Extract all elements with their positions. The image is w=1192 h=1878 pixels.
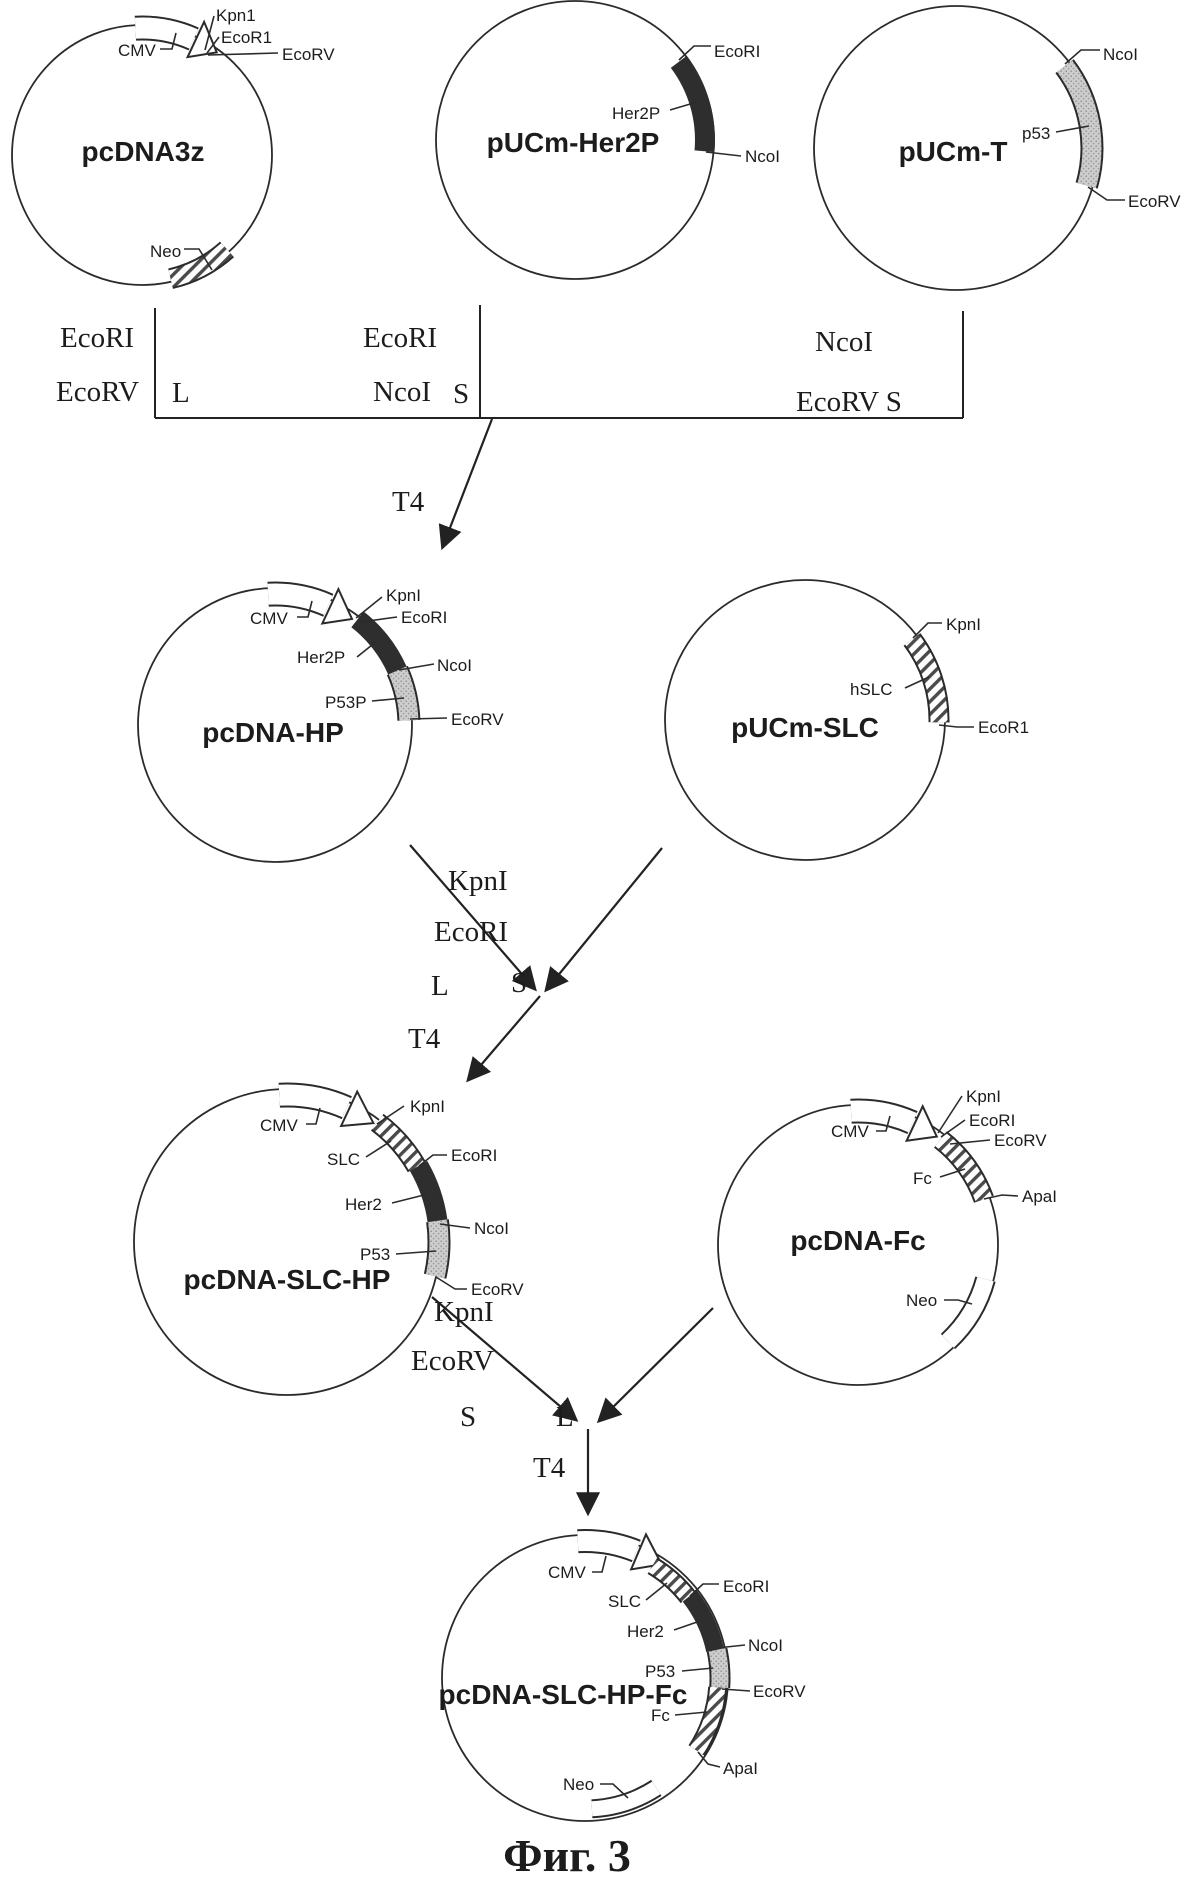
fc-label: Fc [651, 1706, 670, 1725]
fragment-label: S [453, 378, 470, 410]
fragment-arrow-right [547, 848, 662, 989]
plasmid-name: pcDNA-SLC-HP-Fc [438, 1679, 688, 1710]
cmv-label: CMV [831, 1122, 869, 1141]
plasmid-pcdna3z [12, 6, 335, 285]
enzyme-label: EcoRI [363, 322, 438, 354]
digestion-step-2 [408, 845, 662, 1079]
cmv-label: CMV [548, 1563, 586, 1582]
plasmid-pcdna-hp [138, 586, 504, 862]
p53p-gene-segment [397, 671, 409, 721]
site-label-ecori: EcoRI [451, 1146, 498, 1165]
site-label-ncoi: NcoI [437, 656, 472, 675]
plasmid-pcdna-slc-hp-fc [439, 1534, 807, 1821]
site-label-ecorv: EcoRV [753, 1682, 806, 1701]
cmv-promoter-arrow-icon [578, 1534, 662, 1569]
p53-gene-segment [435, 1221, 439, 1276]
fragment-arrow-right [600, 1308, 713, 1420]
ligation-arrow [443, 419, 492, 546]
t4-ligase-label: T4 [392, 486, 425, 518]
plasmid-name: pcDNA-SLC-HP [183, 1264, 391, 1295]
her2p-label: Her2P [297, 648, 346, 667]
fragment-label: L [556, 1401, 574, 1433]
t4-ligase-label: T4 [533, 1452, 566, 1484]
cmv-label: CMV [118, 41, 156, 60]
enzyme-label: EcoRI [60, 322, 135, 354]
site-label-ecori: EcoRI [714, 42, 761, 61]
slc-gene-segment [377, 1122, 417, 1167]
site-label-ecori: EcoRI [401, 608, 448, 627]
site-label-apai: ApaI [1022, 1187, 1057, 1206]
slc-gene-segment [653, 1566, 689, 1598]
enzyme-label: NcoI [815, 326, 873, 358]
site-label-ecor1: EcoR1 [978, 718, 1030, 737]
site-label-ncoi: NcoI [1103, 45, 1138, 64]
neo-gene-segment [948, 1279, 986, 1341]
site-label-ecorv: EcoRV [994, 1131, 1047, 1150]
neo-label: Neo [906, 1291, 938, 1310]
plasmid-pcdna-fc [718, 1087, 1057, 1385]
enzyme-label: EcoRV S [796, 386, 902, 418]
hslc-gene-segment [912, 639, 939, 722]
plasmid-name: pUCm-T [898, 136, 1008, 167]
fc-gene-segment [697, 1687, 718, 1750]
site-label-kpni: KpnI [966, 1087, 1001, 1106]
site-label-ncoi: NcoI [474, 1219, 509, 1238]
plasmid-name: pcDNA-Fc [790, 1225, 926, 1256]
site-label-ecorv: EcoRV [471, 1280, 524, 1299]
enzyme-label: EcoRI [434, 916, 509, 948]
site-label-kpn1: Kpn1 [216, 6, 256, 25]
her2p-gene-segment [358, 619, 398, 670]
site-label-ecorv: EcoRV [451, 710, 504, 729]
cmv-label: CMV [260, 1116, 298, 1135]
site-label-ecorv: EcoRV [1128, 192, 1181, 211]
site-label-ncoi: NcoI [745, 147, 780, 166]
her2-label: Her2 [627, 1622, 664, 1641]
site-label-kpni: KpnI [410, 1097, 445, 1116]
fragment-label: L [172, 377, 190, 409]
her2-gene-segment [419, 1166, 438, 1221]
p53-label: P53 [645, 1662, 676, 1681]
plasmid-name: pUCm-Her2P [486, 127, 660, 158]
neo-gene-segment [592, 1788, 656, 1809]
digestion-step-1 [56, 305, 963, 546]
her2-label: Her2 [345, 1195, 382, 1214]
p53-label: p53 [1022, 124, 1051, 143]
neo-label: Neo [150, 242, 182, 261]
hslc-label: hSLC [850, 680, 893, 699]
enzyme-label: KpnI [434, 1296, 494, 1328]
digestion-step-3 [411, 1296, 713, 1512]
plasmid-name: pUCm-SLC [731, 712, 879, 743]
plasmid-name: pcDNA-HP [202, 717, 344, 748]
ligation-arrow [469, 996, 540, 1079]
her2p-label: Her2P [612, 104, 661, 123]
plasmid-name: pcDNA3z [81, 136, 205, 167]
enzyme-label: EcoRV [56, 376, 140, 408]
fc-label: Fc [913, 1169, 932, 1188]
site-label-ecor1: EcoR1 [221, 28, 273, 47]
fragment-label: S [511, 967, 528, 999]
site-label-ncoi: NcoI [748, 1636, 783, 1655]
enzyme-label: KpnI [448, 865, 508, 897]
plasmid-pucm-her2p [436, 1, 780, 279]
fragment-label: L [431, 970, 449, 1002]
p53p-label: P53P [325, 693, 367, 712]
cmv-label: CMV [250, 609, 288, 628]
slc-label: SLC [327, 1150, 361, 1169]
enzyme-label: EcoRV [411, 1345, 495, 1377]
slc-label: SLC [608, 1592, 642, 1611]
t4-ligase-label: T4 [408, 1023, 441, 1055]
p53-gene-segment [717, 1650, 720, 1688]
figure-caption: Фиг. 3 [503, 1830, 631, 1878]
site-label-ecori: EcoRI [969, 1111, 1016, 1130]
plasmid-pucm-t [814, 6, 1181, 290]
site-label-kpni: KpnI [946, 615, 981, 634]
site-label-ecorv: EcoRV [282, 45, 335, 64]
neo-label: Neo [563, 1775, 595, 1794]
site-label-ecori: EcoRI [723, 1577, 770, 1596]
fragment-label: S [460, 1401, 477, 1433]
site-label-apai: ApaI [723, 1759, 758, 1778]
p53-label: P53 [360, 1245, 391, 1264]
plasmid-pucm-slc [665, 580, 1029, 860]
site-label-kpni: KpnI [386, 586, 421, 605]
enzyme-label: NcoI [373, 376, 431, 408]
